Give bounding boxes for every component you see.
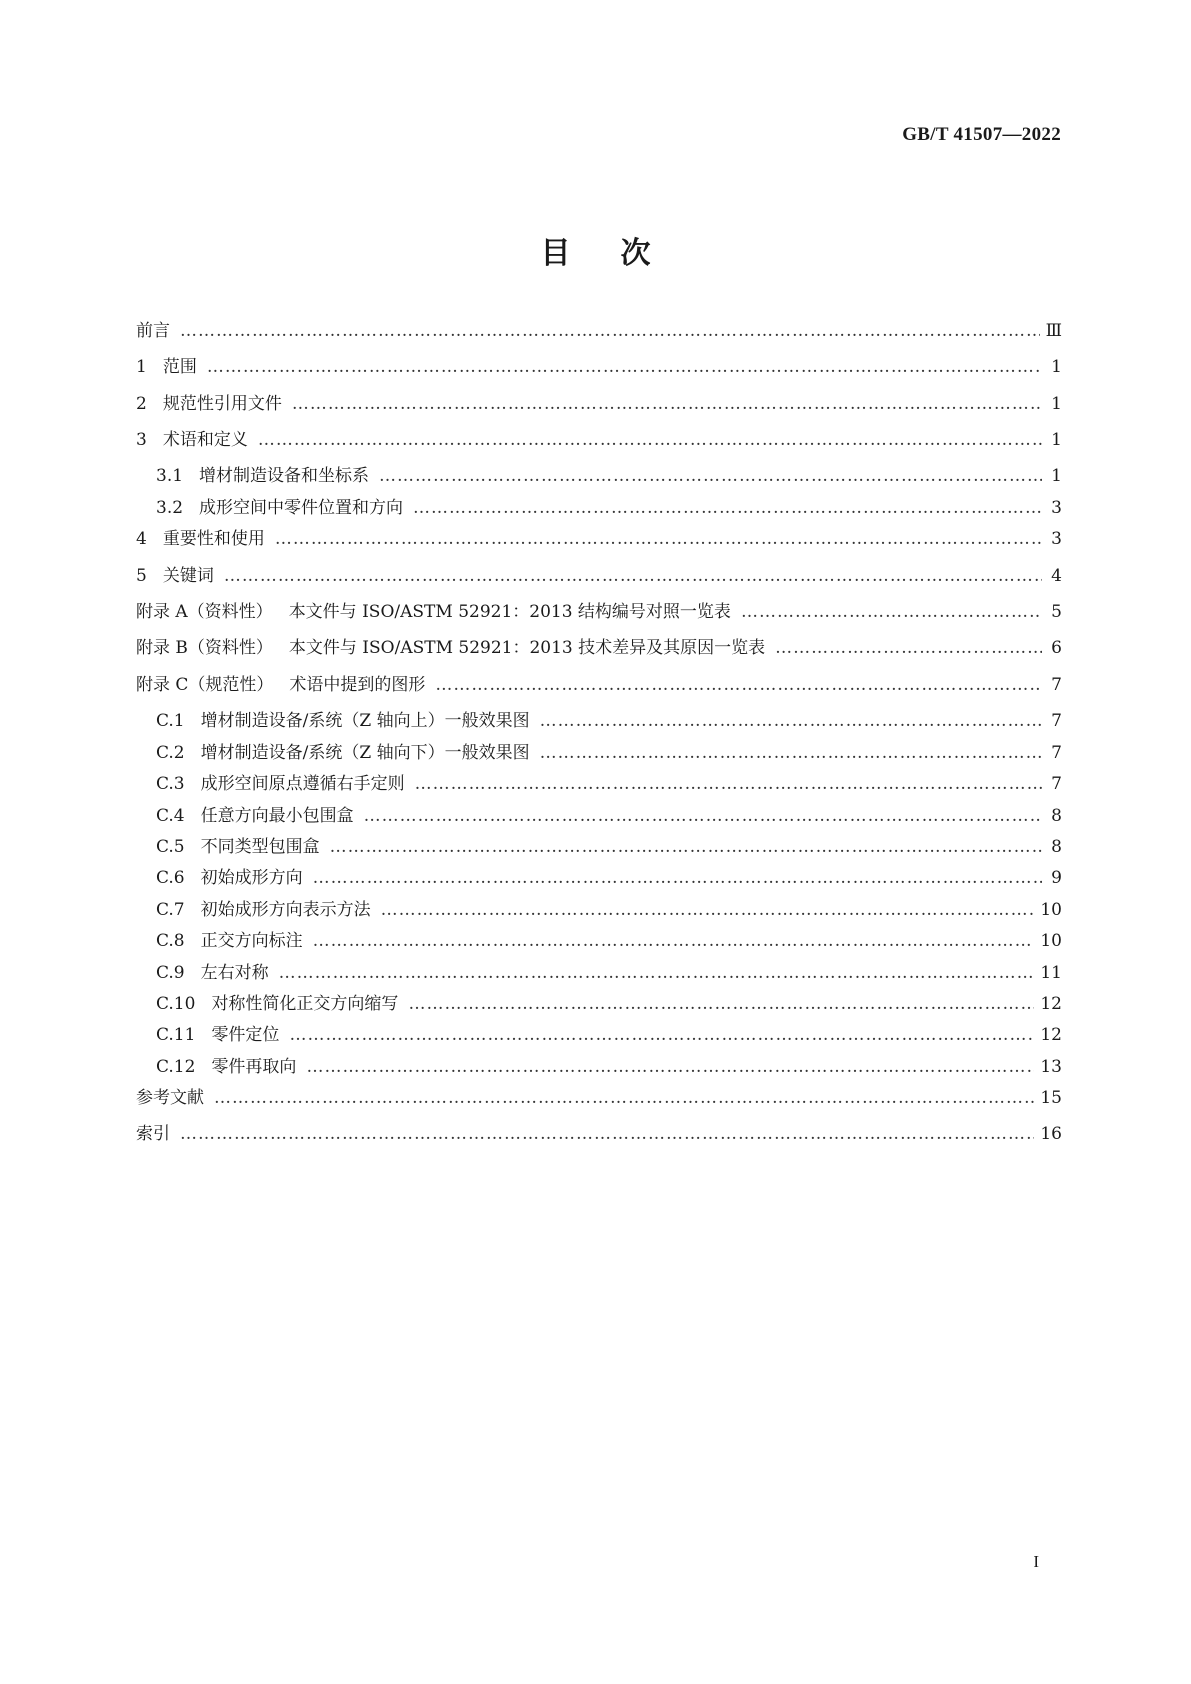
toc-entry[interactable] [136, 429, 1062, 465]
toc-entry-page: 16 [1040, 1124, 1062, 1145]
toc-entry-label: 对称性简化正交方向缩写 [211, 993, 399, 1014]
toc-entry-number: C.4 [156, 805, 185, 826]
table-of-contents [136, 320, 1062, 1160]
toc-entry-page: 3 [1051, 497, 1062, 518]
toc-entry-number: C.8 [156, 931, 185, 952]
toc-entry-label: 关键词 [162, 565, 214, 586]
toc-entry-number: 3.2 [156, 497, 184, 518]
toc-entry[interactable] [136, 836, 1062, 867]
toc-entry[interactable] [136, 565, 1062, 601]
dot-leader [540, 710, 1042, 732]
toc-entry[interactable] [136, 930, 1062, 961]
toc-entry-page: 12 [1040, 993, 1062, 1014]
toc-entry-page: 7 [1051, 711, 1062, 732]
toc-entry[interactable] [136, 320, 1062, 356]
toc-entry-label: 重要性和使用 [162, 529, 265, 550]
toc-entry-number: C.12 [156, 1056, 196, 1077]
toc-entry[interactable] [136, 465, 1062, 497]
toc-entry-label: 索引 [136, 1124, 170, 1145]
toc-entry-number: 附录 C（规范性） [136, 674, 274, 695]
toc-entry-number: C.2 [156, 742, 185, 763]
dot-leader [408, 993, 1034, 1015]
toc-entry-page: 1 [1051, 357, 1062, 378]
toc-entry-page: 6 [1051, 638, 1062, 659]
toc-entry-label: 零件再取向 [211, 1056, 297, 1077]
toc-entry-page: 1 [1051, 466, 1062, 487]
toc-entry-label: 正交方向标注 [200, 931, 303, 952]
toc-entry-page: 8 [1051, 805, 1062, 826]
toc-entry-number: C.10 [156, 993, 196, 1014]
dot-leader [180, 320, 1040, 342]
toc-entry-page: 1 [1051, 393, 1062, 414]
dot-leader [435, 674, 1042, 696]
dot-leader [540, 742, 1042, 764]
dot-leader [224, 565, 1042, 587]
toc-entry[interactable] [136, 742, 1062, 773]
toc-entry-label: 术语和定义 [162, 429, 248, 450]
toc-entry[interactable] [136, 497, 1062, 529]
toc-entry-number: C.7 [156, 899, 185, 920]
toc-entry-page: 15 [1040, 1088, 1062, 1109]
dot-leader [415, 773, 1042, 795]
toc-entry-label: 增材制造设备/系统（Z 轴向下）一般效果图 [200, 742, 530, 763]
toc-entry-number: C.11 [156, 1025, 196, 1046]
toc-entry[interactable] [136, 1056, 1062, 1087]
dot-leader [379, 465, 1042, 487]
dot-leader [279, 962, 1035, 984]
toc-entry-page: 3 [1051, 529, 1062, 550]
toc-entry-label: 参考文献 [136, 1088, 204, 1109]
toc-entry-number: 5 [136, 565, 147, 586]
toc-entry[interactable] [136, 867, 1062, 898]
toc-entry-number: C.6 [156, 868, 185, 889]
toc-entry-label: 零件定位 [211, 1025, 280, 1046]
toc-entry[interactable] [136, 899, 1062, 930]
toc-entry[interactable] [136, 601, 1062, 638]
toc-entry-label: 增材制造设备/系统（Z 轴向上）一般效果图 [200, 711, 530, 732]
toc-entry-label: 左右对称 [200, 962, 269, 983]
dot-leader [413, 497, 1042, 519]
dot-leader [289, 1024, 1034, 1046]
toc-entry[interactable] [136, 637, 1062, 674]
dot-leader [381, 899, 1035, 921]
toc-entry-number: C.1 [156, 711, 185, 732]
toc-entry-label: 范围 [162, 357, 197, 378]
dot-leader [207, 356, 1042, 378]
toc-entry-label: 前言 [136, 321, 170, 341]
toc-entry-page: 12 [1040, 1025, 1062, 1046]
toc-entry[interactable] [136, 962, 1062, 993]
toc-entry-label: 本文件与 ISO/ASTM 52921：2013 结构编号对照一览表 [288, 601, 731, 622]
toc-entry[interactable] [136, 674, 1062, 711]
dot-leader [313, 867, 1042, 889]
toc-entry[interactable] [136, 993, 1062, 1024]
standard-number: GB/T 41507—2022 [902, 124, 1061, 145]
toc-entry-label: 增材制造设备和坐标系 [199, 466, 370, 487]
dot-leader [258, 429, 1042, 451]
dot-leader [214, 1087, 1034, 1109]
dot-leader [292, 393, 1042, 415]
toc-entry-number: 附录 A（资料性） [136, 601, 273, 622]
dot-leader [306, 1056, 1034, 1078]
toc-entry-number: 1 [136, 357, 147, 378]
toc-entry-page: 11 [1040, 962, 1062, 983]
toc-entry-number: 2 [136, 393, 147, 414]
page-number: I [1033, 1552, 1039, 1571]
toc-entry-page: 1 [1051, 429, 1062, 450]
toc-entry-number: 3.1 [156, 466, 184, 487]
toc-entry-page: 10 [1040, 931, 1062, 952]
toc-entry[interactable] [136, 773, 1062, 804]
toc-entry-label: 初始成形方向 [200, 868, 303, 889]
toc-entry[interactable] [136, 1087, 1062, 1123]
toc-entry-number: 附录 B（资料性） [136, 638, 273, 659]
toc-entry-label: 不同类型包围盒 [200, 837, 320, 858]
toc-entry-label: 规范性引用文件 [162, 393, 282, 414]
toc-entry[interactable] [136, 356, 1062, 392]
toc-entry-page: 5 [1051, 601, 1062, 622]
toc-entry-page: 4 [1051, 565, 1062, 586]
toc-entry-label: 任意方向最小包围盒 [200, 805, 354, 826]
toc-entry-page: 13 [1040, 1056, 1062, 1077]
toc-entry[interactable] [136, 805, 1062, 836]
toc-entry-page: 8 [1051, 837, 1062, 858]
toc-entry-label: 术语中提到的图形 [289, 674, 426, 695]
toc-entry-label: 成形空间中零件位置和方向 [199, 497, 404, 518]
toc-entry-number: 4 [136, 529, 147, 550]
toc-entry-label: 初始成形方向表示方法 [200, 899, 371, 920]
toc-entry-number: 3 [136, 429, 147, 450]
toc-entry-page: 7 [1051, 774, 1062, 795]
toc-entry-page: 10 [1040, 899, 1062, 920]
dot-leader [330, 836, 1042, 858]
dot-leader [180, 1123, 1034, 1145]
toc-entry-page: 9 [1051, 868, 1062, 889]
dot-leader [741, 601, 1042, 623]
toc-entry-number: C.3 [156, 774, 185, 795]
dot-leader [313, 930, 1035, 952]
toc-entry[interactable] [136, 1123, 1062, 1159]
toc-entry-label: 成形空间原点遵循右手定则 [200, 774, 405, 795]
toc-entry-page: 7 [1051, 674, 1062, 695]
toc-entry-page: 7 [1051, 742, 1062, 763]
toc-entry[interactable] [136, 1024, 1062, 1055]
toc-entry[interactable] [136, 393, 1062, 429]
toc-entry-number: C.5 [156, 837, 185, 858]
dot-leader [775, 637, 1042, 659]
toc-entry[interactable] [136, 710, 1062, 741]
toc-entry-page: Ⅲ [1045, 321, 1062, 341]
toc-entry[interactable] [136, 528, 1062, 564]
dot-leader [364, 805, 1042, 827]
toc-entry-number: C.9 [156, 962, 185, 983]
page-title: 目次 [540, 236, 701, 271]
dot-leader [275, 528, 1042, 550]
toc-entry-label: 本文件与 ISO/ASTM 52921：2013 技术差异及其原因一览表 [288, 638, 766, 659]
